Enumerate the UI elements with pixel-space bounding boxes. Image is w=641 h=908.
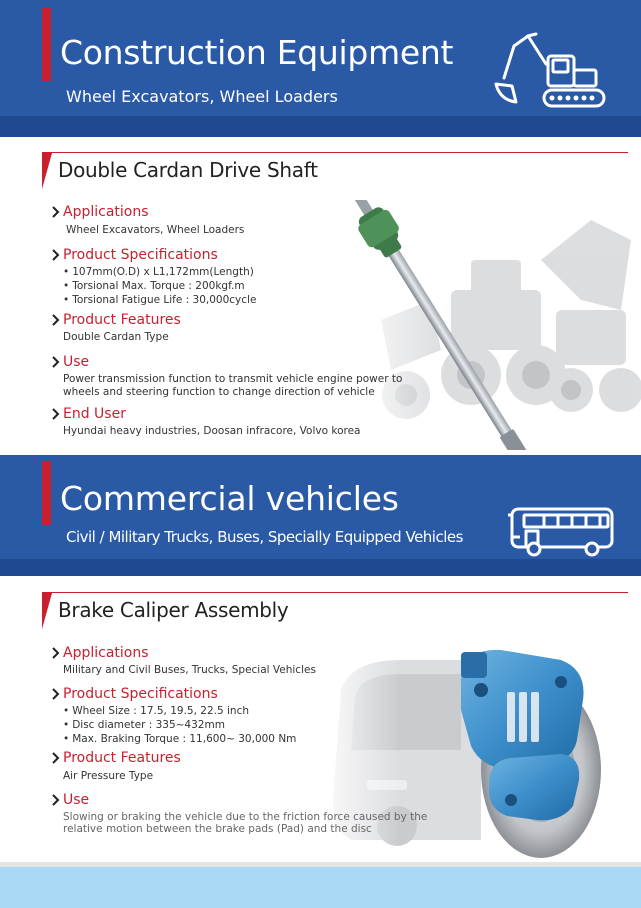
spec-item-body [63,330,169,344]
drive-shaft-image [341,200,641,450]
spec-item-body [63,373,402,399]
spec-line: • Wheel Size : 17.5, 19.5, 22.5 inch [63,704,296,718]
chevron-right-icon [50,793,61,807]
banner-accent-bar [42,461,51,525]
banner-subtitle: Civil / Military Trucks, Buses, Specially Equipped Vehicles [66,528,463,546]
spec-item-heading: Product Specifications [63,686,218,702]
banner-bottom-stripe [0,559,641,576]
chevron-right-icon [50,313,61,327]
chevron-right-icon [50,355,61,369]
chevron-right-icon [50,205,61,219]
spec-line: Slowing or braking the vehicle due to the friction force caused by the [63,811,428,823]
excavator-icon [492,26,612,116]
spec-item-heading: Use [63,792,90,808]
spec-line: Military and Civil Buses, Trucks, Special Vehicles [63,664,316,676]
footer-band [0,862,641,908]
section-heading-text: Brake Caliper Assembly [58,598,289,622]
heading-corner-mark [42,593,52,629]
section-heading-text: Double Cardan Drive Shaft [58,158,318,182]
section-heading-drive-shaft [42,152,628,188]
spec-item-body [63,265,256,307]
spec-item-heading: Applications [63,645,149,661]
spec-item-heading: Applications [63,204,149,220]
banner-bottom-stripe [0,116,641,137]
banner-accent-bar [42,8,51,81]
heading-corner-mark [42,153,52,189]
bus-icon [506,505,618,557]
spec-item-heading: Product Features [63,750,181,766]
spec-item-body [63,704,296,746]
spec-item-body [63,769,153,783]
spec-item-body [63,424,360,438]
spec-line: wheels and steering function to change direction of vehicle [63,386,375,398]
spec-line: • Torsional Fatigue Life : 30,000cycle [63,293,256,307]
chevron-right-icon [50,751,61,765]
section-heading-brake-caliper [42,592,628,628]
spec-line: Power transmission function to transmit vehicle engine power to [63,373,403,385]
spec-line: • Disc diameter : 335~432mm [63,718,296,732]
chevron-right-icon [50,687,61,701]
banner-construction [0,0,641,137]
spec-line: • Torsional Max. Torque : 200kgf.m [63,279,256,293]
spec-item-heading: Product Specifications [63,247,218,263]
spec-item-heading: End User [63,406,126,422]
spec-item-heading: Product Features [63,312,181,328]
spec-line: • 107mm(O.D) x L1,172mm(Length) [63,265,256,279]
banner-subtitle: Wheel Excavators, Wheel Loaders [66,87,338,106]
footer-band-divider [0,862,641,867]
chevron-right-icon [50,646,61,660]
spec-item-body [63,811,427,835]
banner-commercial [0,455,641,576]
banner-title: Construction Equipment [60,33,454,72]
spec-item-body [66,223,244,237]
spec-line: Wheel Excavators, Wheel Loaders [66,224,245,236]
banner-title: Commercial vehicles [60,479,399,518]
chevron-right-icon [50,248,61,262]
spec-line: Double Cardan Type [63,331,169,343]
spec-line: Air Pressure Type [63,770,154,782]
spec-line: Hyundai heavy industries, Doosan infracore, Volvo korea [63,425,361,437]
spec-line: • Max. Braking Torque : 11,600~ 30,000 Nm [63,732,296,746]
spec-item-heading: Use [63,354,90,370]
spec-line: relative motion between the brake pads (Pad) and the disc [63,823,372,835]
chevron-right-icon [50,407,61,421]
spec-item-body [63,663,316,677]
